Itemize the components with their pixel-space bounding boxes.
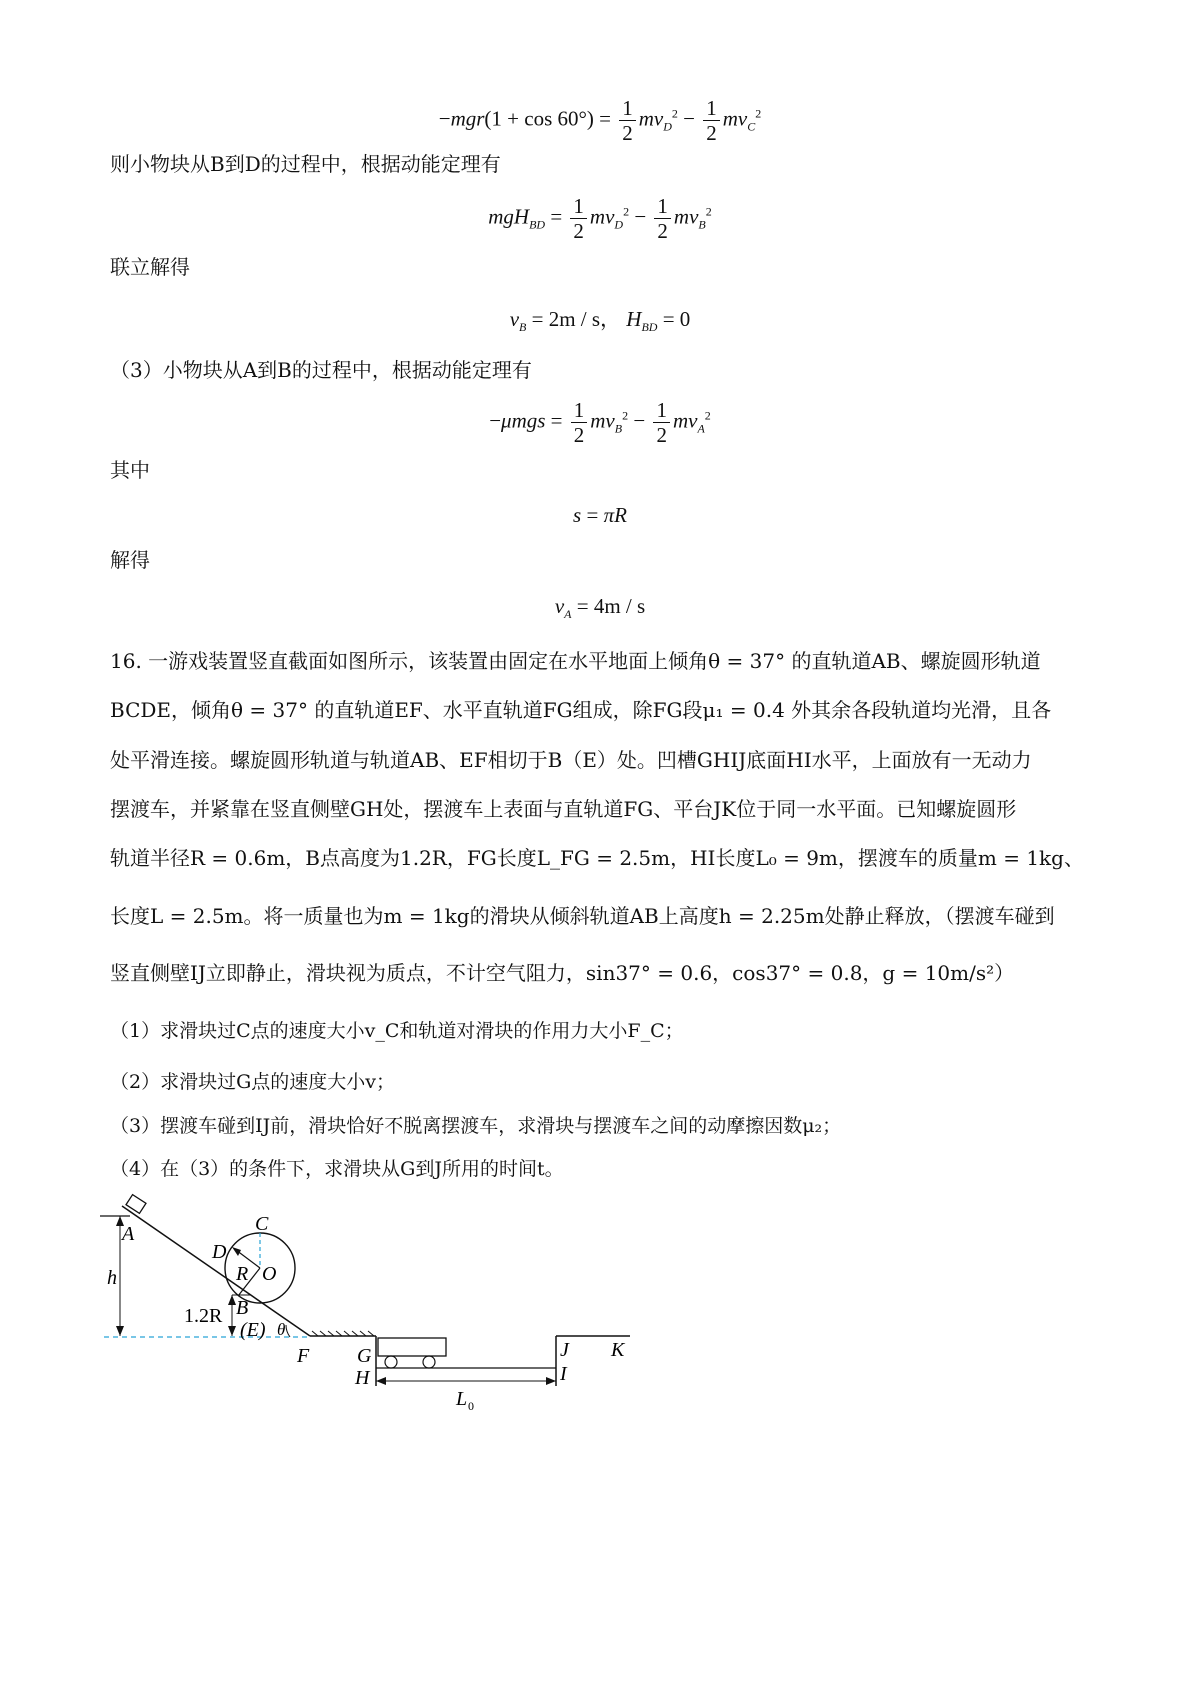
ferry-cart	[378, 1338, 446, 1356]
label-g: G	[357, 1345, 372, 1367]
equation-va: $v_A = 4m / s$	[554, 594, 646, 622]
label-l0: L	[456, 1388, 468, 1410]
label-1-2r: 1.2R	[184, 1305, 223, 1327]
question-2: （2）求滑块过G点的速度大小v；	[110, 1071, 396, 1093]
text-jiede: 解得	[110, 548, 150, 572]
equation-top: −mgr(1 + cos 60°) = $\frac{1}{2}$ $mv_D^2$ − $\frac{1}{2}$ $mv_C^2$	[438, 96, 762, 145]
label-a: A	[122, 1223, 135, 1245]
problem-line-6: 长度L = 2.5m。将一质量也为m = 1kg的滑块从倾斜轨道AB上高度h = 2.25m处静止释放，（摆渡车碰到	[110, 904, 1055, 928]
equation-vb: $v_B = 2m / s$， $H_{BD} = 0$	[509, 307, 691, 335]
label-o: O	[262, 1263, 277, 1285]
text-qizhong: 其中	[110, 458, 150, 482]
equation-bd: mgH$_{BD}$ = $\frac{1}{2}$ $mv_D^2$ − $\frac{1}{2}$ $mv_B^2$	[488, 194, 712, 243]
label-f: F	[297, 1345, 310, 1367]
text-part3: （3）小物块从A到B的过程中，根据动能定理有	[110, 358, 532, 382]
question-4: （4）在（3）的条件下，求滑块从G到J所用的时间t。	[110, 1158, 564, 1180]
problem-line-2: BCDE，倾角θ = 37° 的直轨道EF、水平直轨道FG组成，除FG段μ₁ = 0.4 外其余各段轨道均光滑，且各	[110, 698, 1052, 722]
label-c: C	[255, 1213, 269, 1235]
label-d: D	[212, 1241, 227, 1263]
label-l0-sub: 0	[468, 1399, 474, 1413]
label-b: B	[236, 1297, 249, 1319]
question-3: （3）摆渡车碰到IJ前，滑块恰好不脱离摆渡车，求滑块与摆渡车之间的动摩擦因数μ₂；	[110, 1115, 842, 1137]
problem-line-4: 摆渡车，并紧靠在竖直侧壁GH处，摆渡车上表面与直轨道FG、平台JK位于同一水平面。已知螺旋圆形	[110, 797, 1017, 821]
label-h-point: H	[355, 1367, 370, 1389]
problem-line-5: 轨道半径R = 0.6m，B点高度为1.2R，FG长度L_FG = 2.5m，HI长度L₀ = 9m，摆渡车的质量m = 1kg、	[110, 846, 1084, 870]
problem-line-3: 处平滑连接。螺旋圆形轨道与轨道AB、EF相切于B（E）处。凹槽GHIJ底面HI水平，上面放有一无动力	[110, 748, 1032, 772]
label-e: (E)	[240, 1319, 266, 1341]
label-r: R	[236, 1263, 249, 1285]
label-h: h	[107, 1267, 117, 1289]
label-k: K	[611, 1339, 625, 1361]
equation-ab: −μmgs = $\frac{1}{2}$ $mv_B^2$ − $\frac{1}{2}$ $mv_A^2$	[489, 398, 711, 447]
question-1: （1）求滑块过C点的速度大小v_C和轨道对滑块的作用力大小F_C；	[110, 1020, 684, 1042]
label-i: I	[560, 1363, 567, 1385]
text-lianli: 联立解得	[110, 255, 190, 279]
problem-line-1: 16. 一游戏装置竖直截面如图所示，该装置由固定在水平地面上倾角θ = 37° 的直轨道AB、螺旋圆形轨道	[110, 649, 1041, 673]
label-theta: θ	[277, 1320, 286, 1339]
problem-line-7: 竖直侧壁IJ立即静止，滑块视为质点，不计空气阻力，sin37° = 0.6，cos37° = 0.8，g = 10m/s²）	[110, 961, 1015, 985]
label-j: J	[560, 1339, 569, 1361]
equation-s: s = πR	[573, 503, 627, 527]
text-b-to-d: 则小物块从B到D的过程中，根据动能定理有	[110, 152, 501, 176]
